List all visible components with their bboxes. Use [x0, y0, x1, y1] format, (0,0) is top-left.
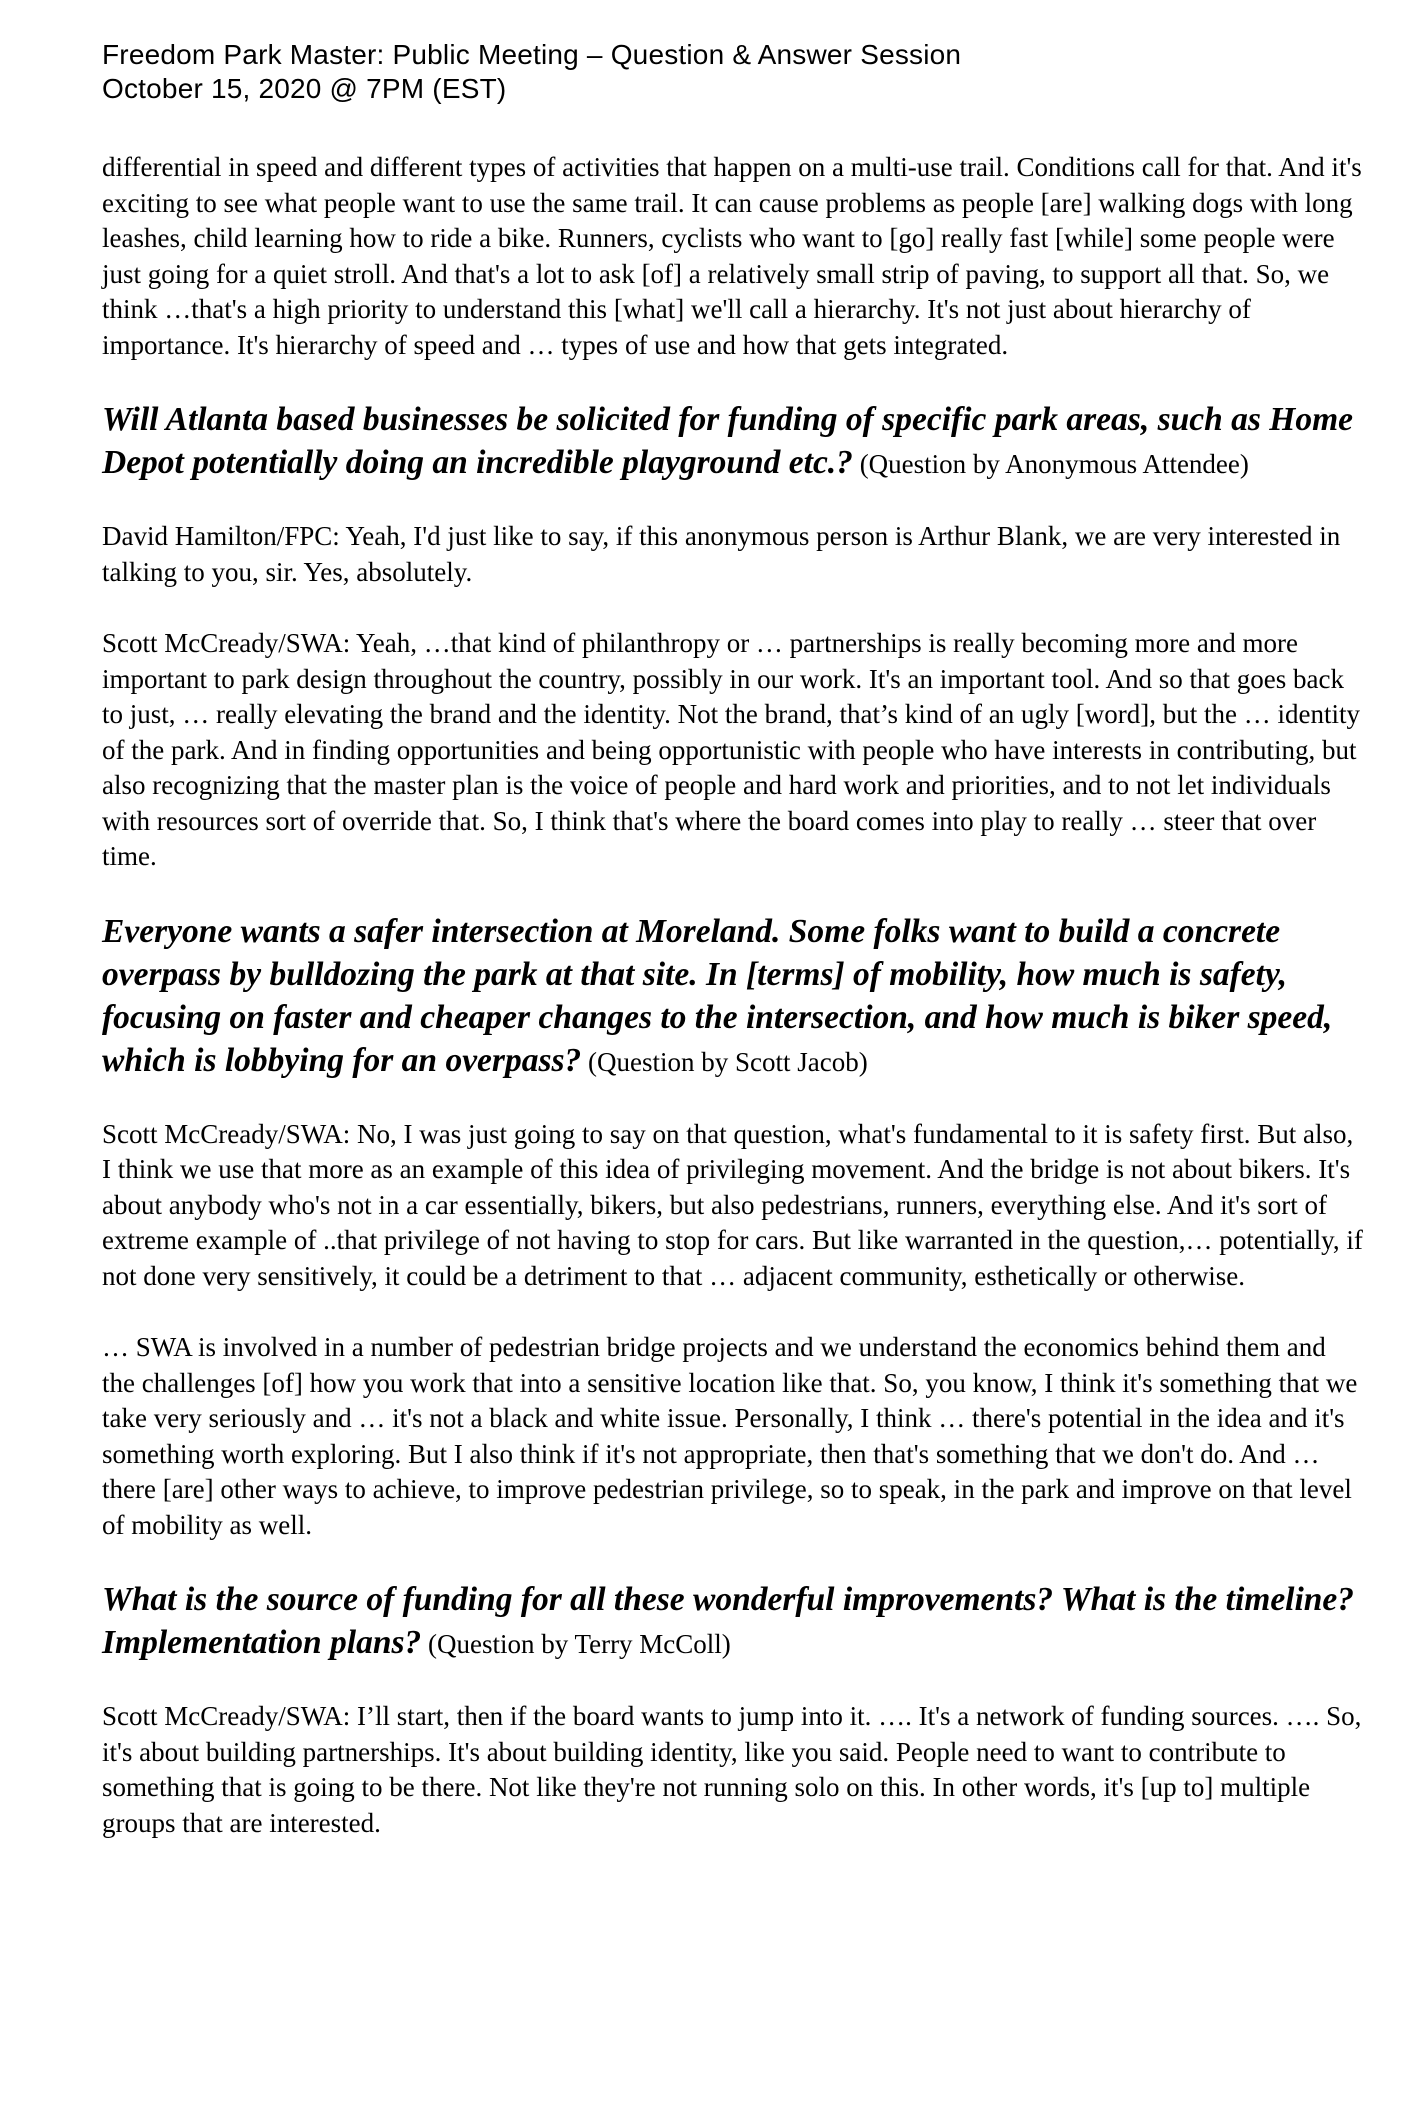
question-text: Everyone wants a safer intersection at Moreland. Some folks want to build a concrete overpass by bulldozing the park at that site. In [terms] of mobility, how much is safety, focusing on faster and cheaper changes to the intersection, and how much is biker speed, which is lobbying for an overpass? [102, 912, 1333, 1079]
header-date: October 15, 2020 @ 7PM (EST) [102, 73, 507, 104]
document-body [102, 150, 1364, 1877]
page-header [102, 38, 961, 106]
answer-paragraph: Scott McCready/SWA: No, I was just going to say on that question, what's fundamental to it is safety first. But also, I think we use that more as an example of this idea of privileging movement. And the bridge is not about bikers. It's about anybody who's not in a car essentially, bikers, but also pedestrians, runners, everything else. And it's sort of extreme example of ..that privilege of not having to stop for cars. But like warranted in the question,… potentially, if not done very sensitively, it could be a detriment to that … adjacent community, esthetically or otherwise. [102, 1118, 1363, 1291]
question-block [102, 1579, 1364, 1665]
question-text: What is the source of funding for all these wonderful improvements? What is the timeline? Implementation plans? [102, 1581, 1355, 1661]
question-attribution: (Question by Terry McColl) [421, 1629, 731, 1659]
answer-paragraph: David Hamilton/FPC: Yeah, I'd just like to say, if this anonymous person is Arthur Blank, we are very interested in talking to you, sir. Yes, absolutely. [102, 521, 1341, 587]
question-attribution: (Question by Anonymous Attendee) [852, 449, 1249, 479]
question-attribution: (Question by Scott Jacob) [581, 1046, 868, 1077]
answer-paragraph: Scott McCready/SWA: Yeah, …that kind of philanthropy or … partnerships is really becoming more and more important to park design throughout the country, possibly in our work. It's an important tool. And so that goes back to just, … really elevating the brand and the identity. Not the brand, that’s kind of an ugly [word], but the … identity of the park. And in finding opportunities and being opportunistic with people who have interests in contributing, but also recognizing that the master plan is the voice of people and hard work and priorities, and to not let individuals with resources sort of override that. So, I think that's where the board comes into play to really … steer that over time. [102, 628, 1360, 871]
body-paragraph: differential in speed and different types of activities that happen on a multi-use trail. Conditions call for that. And it's exciting to see what people want to use the same trail. It can cause problems as people [are] walking dogs with long leashes, child learning how to ride a bike. Runners, cyclists who want to [go] really fast [while] some people were just going for a quiet stroll. And that's a lot to ask [of] a relatively small strip of paving, to support all that. So, we think …that's a high priority to understand this [what] we'll call a hierarchy. It's not just about hierarchy of importance. It's hierarchy of speed and … types of use and how that gets integrated. [102, 152, 1362, 360]
question-block [102, 399, 1364, 485]
question-text: Will Atlanta based businesses be solicited for funding of specific park areas, such as Home Depot potentially doing an incredible playground etc.? [102, 401, 1354, 481]
header-title: Freedom Park Master: Public Meeting – Question & Answer Session [102, 39, 962, 70]
answer-paragraph: Scott McCready/SWA: I’ll start, then if the board wants to jump into it. …. It's a network of funding sources. …. So, it's about building partnerships. It's about building identity, like you said. People need to want to contribute to something that is going to be there. Not like they're not running solo on this. In other words, it's [up to] multiple groups that are interested. [102, 1701, 1362, 1838]
question-block [102, 911, 1364, 1083]
answer-paragraph: … SWA is involved in a number of pedestrian bridge projects and we understand the economics behind them and the challenges [of] how you work that into a sensitive location like that. So, you know, I think it's something that we take very seriously and … it's not a black and white issue. Personally, I think … there's potential in the idea and it's something worth exploring. But I also think if it's not appropriate, then that's something that we don't do. And … there [are] other ways to achieve, to improve pedestrian privilege, so to speak, in the park and improve on that level of mobility as well. [102, 1332, 1358, 1540]
